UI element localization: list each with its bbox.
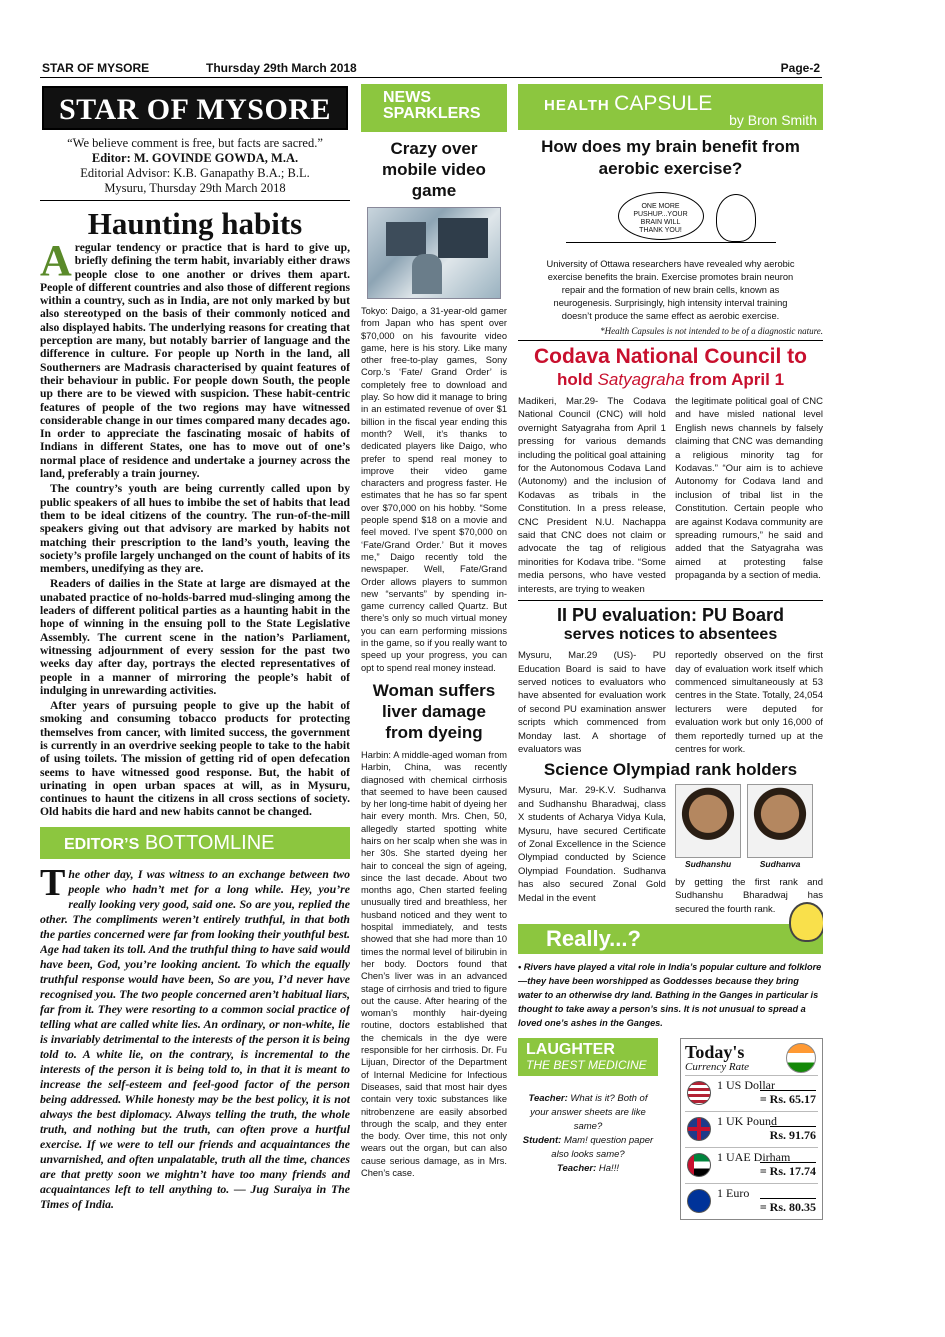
- editorial-paragraph-2: The country’s youth are being currently called upon by public speakers of all hues to imbibe the set of habits that lead them to be ideal citizens of the country. The run-of-the-mill speakers giving out that advisory are marked by habits not matching their prescription to the land’s youth, leaving the society’s profile largely unchanged on the count of habits of its members, unedifying as they are.: [40, 482, 350, 576]
- uk-flag-icon: [687, 1117, 711, 1141]
- currency-value: = Rs. 65.17: [759, 1091, 816, 1106]
- bottomline-banner: [40, 827, 350, 859]
- right-column: [518, 84, 823, 1249]
- uae-flag-icon: [687, 1153, 711, 1177]
- currency-row-eur: [685, 1183, 818, 1217]
- teacher-line-2: Ha!!!: [596, 1162, 619, 1174]
- health-disclaimer: *Health Capsules is not intended to be of a diagnostic nature.: [600, 326, 823, 336]
- editorial-paragraph-3: Readers of dailies in the State at large are dismayed at the unabated practice of no-holds-barred mud-slinging among the leaders of different political parties as a haunting habit in the hope of winning in the ensuing poll to the State Legislative Assembly. The current scene in the nation’s Parliament, witnessing adjournment of every session for the past two weeks day after day, portrays the elected representatives of people in a manner of mirroring the people’s habit of indulging in unrewarding activities.: [40, 577, 350, 697]
- bottomline-label: BOTTOMLINE: [144, 831, 275, 854]
- olympiad-right: [675, 784, 823, 916]
- really-banner: [518, 924, 823, 954]
- currency-value: = Rs. 17.74: [759, 1163, 816, 1178]
- news-sparklers-column: [361, 84, 507, 1249]
- us-flag-icon: [687, 1081, 711, 1105]
- cartoon-ground: [566, 242, 776, 243]
- divider: [40, 200, 350, 201]
- caption-sudhanva: Sudhanva: [759, 859, 801, 870]
- capsule-label: CAPSULE: [614, 92, 713, 115]
- bottomline-body: [40, 861, 350, 1212]
- masthead-dateline: Mysuru, Thursday 29th March 2018: [104, 181, 286, 195]
- bottom-row: [518, 1038, 823, 1220]
- pu-right-column: reportedly observed on the first day of evaluation work itself which commenced simultaneously at 53 centres in the State. Totally, 24,054 lecturers were deputed for evaluation work but only 16,000 of them reportedly turned up at the centres for work.: [675, 650, 823, 755]
- teacher-line-1: What is it? Both of your answer sheets are like same?: [530, 1092, 648, 1132]
- story-body-liver-damage: Harbin: A middle-aged woman from Harbin, China, was recently diagnosed with chemical cirrhosis that seemed to have been caused by her long-time habit of dyeing her hair every month. Mrs. Chen, 50, allegedly started spotting white hairs on her scalp when she was in her 30s. She started dyeing her hair to conceal the sign of ageing, since the last decade. About two months ago, Chen started feeling unusually tired and breathless, her husband noticed and they went to hospital immediately, and tests showed that she had more than 10 times the normal level of bilirubin in her body. Doctors found that Chen’s liver was in an advanced stage of cirrhosis and tried to figure out the cause. After hearing of the woman’s monthly hair-dyeing routine, doctors established that the chemicals in the dye were responsible for her cirrhosis. Dr. Fu Lijuan, Director of the Department of Internal Medicine for Infectious Diseases, said that most hair dyes contain very toxic substances like nitrobenzene are easily absorbed through the scalp, and they enter the body. Over time, this not only wears out the organ, but can also cause serious damage, as in Mrs. Chen’s case.: [361, 749, 507, 1178]
- currency-name: 1 Euro: [717, 1185, 750, 1200]
- bottomline-label-bold: EDITOR’S: [64, 835, 140, 853]
- olympiad-text: Mysuru, Mar. 29-K.V. Sudhanva and Sudhanshu Bharadwaj, class X students of Acharya Vidya Kula, Mysuru, have secured Certificate of Zonal Excellence in the Science Olympiad conducted by Science Olympiad Foundation. Sudhanva has also secured Zonal Gold Medal in the event: [518, 785, 666, 904]
- pu-title-line2: serves notices to absentees: [563, 626, 778, 644]
- currency-row-usd: [685, 1075, 818, 1109]
- currency-name: 1 US Dollar: [717, 1077, 775, 1092]
- story-title-mobile-game: Crazy over mobile video game: [382, 139, 486, 200]
- portrait-sudhanva: [747, 784, 813, 858]
- olympiad-title: Science Olympiad rank holders: [543, 760, 798, 780]
- portrait-sudhanva-block: [747, 784, 813, 871]
- currency-name: 1 UK Pound: [717, 1113, 778, 1128]
- codava-title-line1: Codava National Council to: [533, 345, 808, 368]
- story-body-mobile-game: Tokyo: Daigo, a 31-year-old gamer from Japan who has spent over $70,000 on his favourite video game, here is his story. Like many other free-to-play games, Sony Corp.’s ‘Fate/ Grand Order’ is completely free to download and play. So how did it manage to bring in an estimated revenue of over $1 billion in the fiscal year ending this month? Well, it’s thanks to dedicated players like Daigo, who prefer to spend real money to improve their video game characters and progress faster. He estimates that he has so far spent over $70,000 on his hobby. “Some people spend $18 on a movie and feel moved. I’ve spent $70,000 on ‘Fate/Grand Order.’ But it moves me,” Daigo recently told the newspaper. Well, Fate/Grand Order allows players to summon new “servants” by spending in-game currency called Quartz. But there’s only so much virtual money you can earn performing missions in the game, so if you really want to speed up your progress, you can opt to spend real money instead.: [361, 306, 507, 673]
- editorial-body: [40, 236, 350, 819]
- masthead-editor: Editor: M. GOVINDE GOWDA, M.A.: [91, 151, 299, 165]
- health-label: HEALTH: [544, 97, 610, 114]
- currency-value: = Rs. 80.35: [759, 1199, 816, 1214]
- portrait-sudhanshu: [675, 784, 741, 858]
- masthead-title: STAR OF MYSORE: [42, 86, 348, 130]
- health-byline: by Bron Smith: [729, 112, 817, 128]
- student-line: Mam! question paper also looks same?: [551, 1134, 654, 1160]
- codava-title-part: hold: [556, 370, 598, 389]
- laughter-joke: [518, 1092, 658, 1176]
- codava-title-line2: [518, 369, 823, 391]
- health-title: How does my brain benefit from aerobic exercise?: [541, 137, 800, 178]
- masthead-tagline: “We believe comment is free, but facts are sacred.”: [67, 136, 323, 150]
- monitor-left: [386, 222, 426, 256]
- codava-right-column: the legitimate political goal of CNC and have misled national level English news channels by falsely claiming that CNC was demanding a religious minority tag for Kodavas.” “Our aim is to achieve Autonomy for Codava land and inclusion of tribal list in the Constitution. Certain people who are against Kodava community are spreading rumours,” he said and added that the Satyagraha was aimed at protesting false propaganda by a section of media.: [675, 396, 823, 582]
- really-label: Really...?: [546, 925, 641, 951]
- codava-title-satyagraha: Satyagraha: [597, 370, 685, 389]
- header-date: Thursday 29th March 2018: [206, 61, 357, 75]
- teacher-tag: Teacher:: [557, 1162, 597, 1174]
- teacher-tag: Teacher:: [528, 1092, 568, 1104]
- divider: [518, 600, 823, 601]
- gamer-photo: [367, 207, 501, 299]
- masthead-advisor: Editorial Advisor: K.B. Ganapathy B.A.; B.L.: [80, 166, 310, 180]
- health-cartoon: [566, 184, 776, 254]
- currency-name: 1 UAE Dirham: [717, 1149, 791, 1164]
- editorial-paragraph-4: After years of pursuing people to give up the habit of smoking and consuming tobacco products for protecting themselves from cancer, with limited success, the government is currently in an overdrive seeking people to take to the habit of using toilets. The mission of getting rid of open defecation seems to have witnessed good response. But, the habit of urinating in open urban spaces at will, as in Mysuru, continues to haunt the citizens in all cross sections of society. Old habits die hard and new habits cannot be changed.: [40, 699, 350, 819]
- page-header: [40, 60, 822, 78]
- best-medicine-label: THE BEST MEDICINE: [526, 1057, 647, 1072]
- codava-title-part: from April 1: [684, 370, 785, 389]
- currency-row-gbp: [685, 1111, 818, 1145]
- divider: [518, 340, 823, 341]
- codava-left-column: Madikeri, Mar.29- The Codava National Council (CNC) will hold overnight Satyagraha from April 1 pressing for various demands including the political goal attaining for the Autonomous Codava Land (Autonomy) and the inclusion of Kodavas as tribals in the Constitution. In a press release, CNC President N.U. Nachappa said that CNC does not claim or advocate the tag of religious minorities for Kodava tribe. “Some media persons, who have vested interests, are trying to weaken: [518, 396, 666, 595]
- india-flag-icon: [786, 1043, 816, 1073]
- eu-flag-icon: [687, 1189, 711, 1213]
- news-sparklers-banner: [361, 84, 507, 132]
- pu-title-line1: II PU evaluation: PU Board: [556, 605, 785, 626]
- olympiad-text-continued: by getting the first rank and Sudhanshu Bharadwaj has secured the fourth rank.: [675, 876, 823, 915]
- header-publication: STAR OF MYSORE: [42, 61, 150, 75]
- gamer-figure: [412, 254, 442, 294]
- portrait-sudhanshu-block: [675, 784, 741, 871]
- laughter-banner: [518, 1038, 658, 1076]
- speech-bubble: ONE MORE PUSHUP...YOUR BRAIN WILL THANK YOU!: [618, 192, 704, 240]
- lightbulb-icon: [789, 902, 823, 942]
- editorial-headline: Haunting habits: [87, 206, 303, 241]
- health-body: University of Ottawa researchers have revealed why aerobic exercise benefits the brain. Exercise promotes brain neuron repair and the formation of new brain cells, known as neurogenesis. Surprisingly, high intensity interval training doesn’t produce the same effect as aerobic exercise.: [546, 259, 795, 321]
- currency-row-aed: [685, 1147, 818, 1181]
- laughter-label: LAUGHTER: [526, 1040, 615, 1058]
- caption-sudhanshu: Sudhanshu: [684, 859, 732, 870]
- bottomline-text: he other day, I was witness to an exchange between two people who hadn’t met for a long while. Hey, you’re really looking very good, said one. So are you, replied the other. The compliments weren’t entirely truthful, in that both the parties concerned were far from looking their youthful best. Age had taken its toll. And the truthful thing to have said would have been, God, you’re looking ancient. To which the equally truthful response would have been, So are you, I’d never have recognised you. The two people concerned aren’t habitual liars, far from it. They were resorting to a common social practice of telling what are called white lies. An ordinary, or non-white, lie is invariably detrimental to the interests of the person it is being told to. A white lie, on the contrary, is incremental to the interests of the person it is being told to, in that it is meant to increase the self-esteem and feel-good factor of the person being addressed. While honesty may be the best policy, it is not always the best diplomacy. Always telling the truth, the whole truth, and nothing but the truth, can often prove a hurtful exercise. If we were to tell our friends and acquaintances the unvarnished, and often unpalatable, truth all the time, chances are that pretty soon we mightn’t have too many friends and acquaintances left to tell anything to. — Jug Suraiya in The Times of India.: [40, 866, 350, 1211]
- editorial-dropcap: A: [40, 236, 72, 285]
- pu-body: [518, 649, 823, 756]
- student-tag: Student:: [522, 1134, 562, 1146]
- sparklers-label: SPARKLERS: [383, 105, 481, 122]
- masthead-meta: [40, 136, 350, 196]
- cartoon-brain-figure: [716, 194, 756, 242]
- currency-rate-box: [680, 1038, 823, 1220]
- editorial-column: [40, 84, 350, 1249]
- bottomline-dropcap: T: [40, 861, 66, 904]
- really-body: • Rivers have played a vital role in India’s popular culture and folklore—they have been worshipped as Goddesses because they bring water to an otherwise dry land. Bathing in the Ganges in particular is thought to take away a person’s sins. It is not unusual to spread a loved one’s ashes in the Ganges.: [518, 961, 822, 1028]
- health-capsule-banner: [518, 84, 823, 130]
- laughter-box: [518, 1038, 658, 1220]
- news-label: NEWS: [383, 89, 431, 106]
- story-title-liver-damage: Woman suffers liver damage from dyeing: [372, 680, 496, 742]
- olympiad-body: [518, 784, 823, 916]
- pu-left-column: Mysuru, Mar.29 (US)- PU Education Board is said to have served notices to evaluators who have absented for evaluation work of second PU examination answer scripts which commenced from Monday last. A shortage of evaluators was: [518, 650, 666, 755]
- currency-subtitle: Currency Rate: [685, 1060, 750, 1073]
- olympiad-portraits: [675, 784, 823, 871]
- editorial-paragraph-1: regular tendency or practice that is hard to give up, briefly defining the term habit, invariably either draws people close to one another or drives them apart. People of different countries and also those of different regions within a country, such as in India, are not only marked by but also stereotyped on the basis of their commonly noticed and also displayed habits. The underlying reasons for creating that perception are many, but notably barrier of language and the difference in culture. For people up North in the land, all Southerners are Madrasis characterised by quaint features of their behaviour in public. For people down South, the people up there are to be viewed with suspicion. These habit-centric features of people of the two regions may have witnessed considerable change in our times compared many decades ago. In order to appreciate the fascinating mosaic of habits of Indians in different States, one has to move out of one’s normal place of residence and undertake a journey across the land, preferably a train journey.: [40, 241, 350, 481]
- currency-value: Rs. 91.76: [769, 1127, 816, 1142]
- currency-title: Today's: [685, 1041, 745, 1062]
- monitor-right: [438, 218, 488, 258]
- codava-body: [518, 395, 823, 596]
- header-page-number: Page-2: [780, 61, 820, 75]
